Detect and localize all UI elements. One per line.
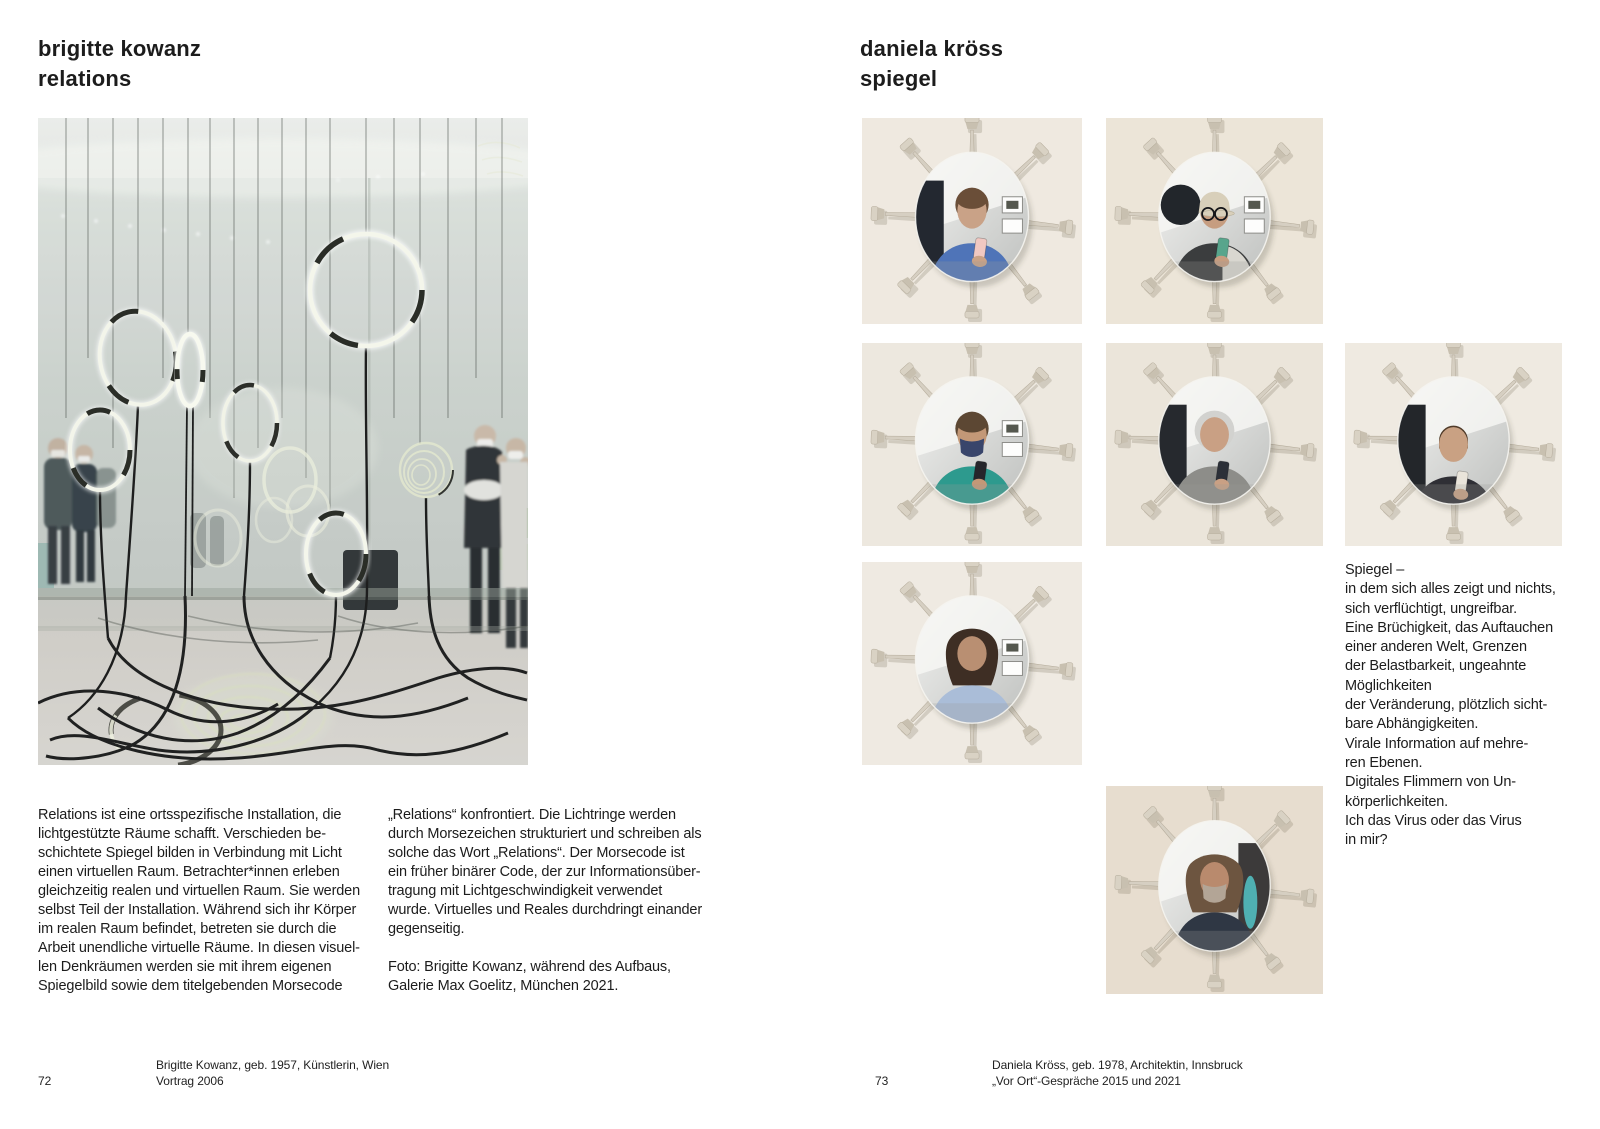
mirror-photo-4 — [1106, 343, 1323, 546]
work-title: relations — [38, 66, 132, 91]
text-line: durch Morsezeichen strukturiert und schreiben als — [388, 826, 702, 842]
text-line: Spiegelbild sowie dem titelgebenden Morsecode — [38, 978, 343, 994]
text-line: in mir? — [1345, 832, 1388, 849]
text-line: Eine Brüchigkeit, das Auftauchen — [1345, 619, 1554, 636]
text-line: wurde. Virtuelles und Reales durchdringt einander — [388, 902, 702, 918]
text-line: lichtgestützte Räume schafft. Verschieden be- — [38, 826, 326, 842]
text-line: körperlichkeiten. — [1345, 793, 1449, 810]
text-line: Möglichkeiten — [1345, 677, 1432, 694]
text-line: einen virtuellen Raum. Betrachter*innen erleben — [38, 864, 340, 880]
text-line: ein früher binärer Code, der zur Informationsüber- — [388, 864, 701, 880]
text-line: Galerie Max Goelitz, München 2021. — [388, 978, 619, 994]
text-line: bare Abhängigkeiten. — [1345, 716, 1479, 733]
mirror-photo-2 — [1106, 118, 1323, 324]
artist-name: brigitte kowanz — [38, 36, 202, 61]
artist-name: daniela kröss — [860, 36, 1004, 61]
mirror-photo-7 — [1106, 786, 1323, 994]
mirror-photo-6 — [862, 562, 1082, 765]
text-line: Foto: Brigitte Kowanz, während des Aufbaus, — [388, 959, 671, 975]
text-line: Vortrag 2006 — [156, 1073, 224, 1088]
text-line: Ich das Virus oder das Virus — [1345, 812, 1522, 829]
text-line — [388, 939, 728, 958]
text-line: sich verflüchtigt, ungreifbar. — [1345, 600, 1518, 617]
text-line: gleichzeitig realen und virtuellen Raum. Sie werden — [38, 883, 361, 899]
text-line: gegenseitig. — [388, 921, 465, 937]
mirror-photo-1 — [862, 118, 1082, 324]
text-line: der Veränderung, plötzlich sicht- — [1345, 697, 1548, 714]
poem-text — [1345, 561, 1575, 850]
credit-right — [992, 1058, 1243, 1089]
work-title: spiegel — [860, 66, 938, 91]
text-line: selbst Teil der Installation. Während sich ihr Körper — [38, 902, 357, 918]
text-line: Brigitte Kowanz, geb. 1957, Künstlerin, Wien — [156, 1058, 390, 1072]
left-page-title — [38, 34, 201, 94]
installation-photo — [38, 118, 528, 765]
text-line: Virale Information auf mehre- — [1345, 735, 1529, 752]
left-body-column-1 — [38, 806, 383, 996]
text-line: Digitales Flimmern von Un- — [1345, 774, 1516, 791]
text-line: Spiegel – — [1345, 562, 1405, 578]
text-line: einer anderen Welt, Grenzen — [1345, 639, 1527, 656]
text-line: in dem sich alles zeigt und nichts, — [1345, 581, 1556, 598]
left-body-column-2 — [388, 806, 728, 996]
text-line: „Vor Ort“-Gespräche 2015 und 2021 — [992, 1073, 1181, 1088]
text-line: ren Ebenen. — [1345, 754, 1423, 771]
text-line: Relations ist eine ortsspezifische Installation, die — [38, 807, 342, 823]
text-line: im realen Raum befindet, betreten sie durch die — [38, 921, 337, 937]
mirror-photo-5 — [1345, 343, 1562, 546]
text-line: len Denkräumen werden sie mit ihrem eigenen — [38, 959, 332, 975]
text-line: Arbeit unendliche virtuelle Räume. In diesen visuel- — [38, 940, 360, 956]
right-page-title — [860, 34, 1003, 94]
credit-left — [156, 1058, 389, 1089]
text-line: schichtete Spiegel bilden in Verbindung mit Licht — [38, 845, 342, 861]
page-number-right: 73 — [875, 1074, 889, 1088]
text-line: der Belastbarkeit, ungeahnte — [1345, 658, 1527, 675]
installation-photo-graphic — [38, 118, 528, 765]
mirror-photo-3 — [862, 343, 1082, 546]
text-line: tragung mit Lichtgeschwindigkeit verwendet — [388, 883, 663, 899]
text-line: Daniela Kröss, geb. 1978, Architektin, Innsbruck — [992, 1058, 1243, 1072]
text-line: „Relations“ konfrontiert. Die Lichtringe werden — [388, 807, 676, 823]
page-number-left: 72 — [38, 1074, 52, 1088]
text-line: solche das Wort „Relations“. Der Morsecode ist — [388, 845, 685, 861]
